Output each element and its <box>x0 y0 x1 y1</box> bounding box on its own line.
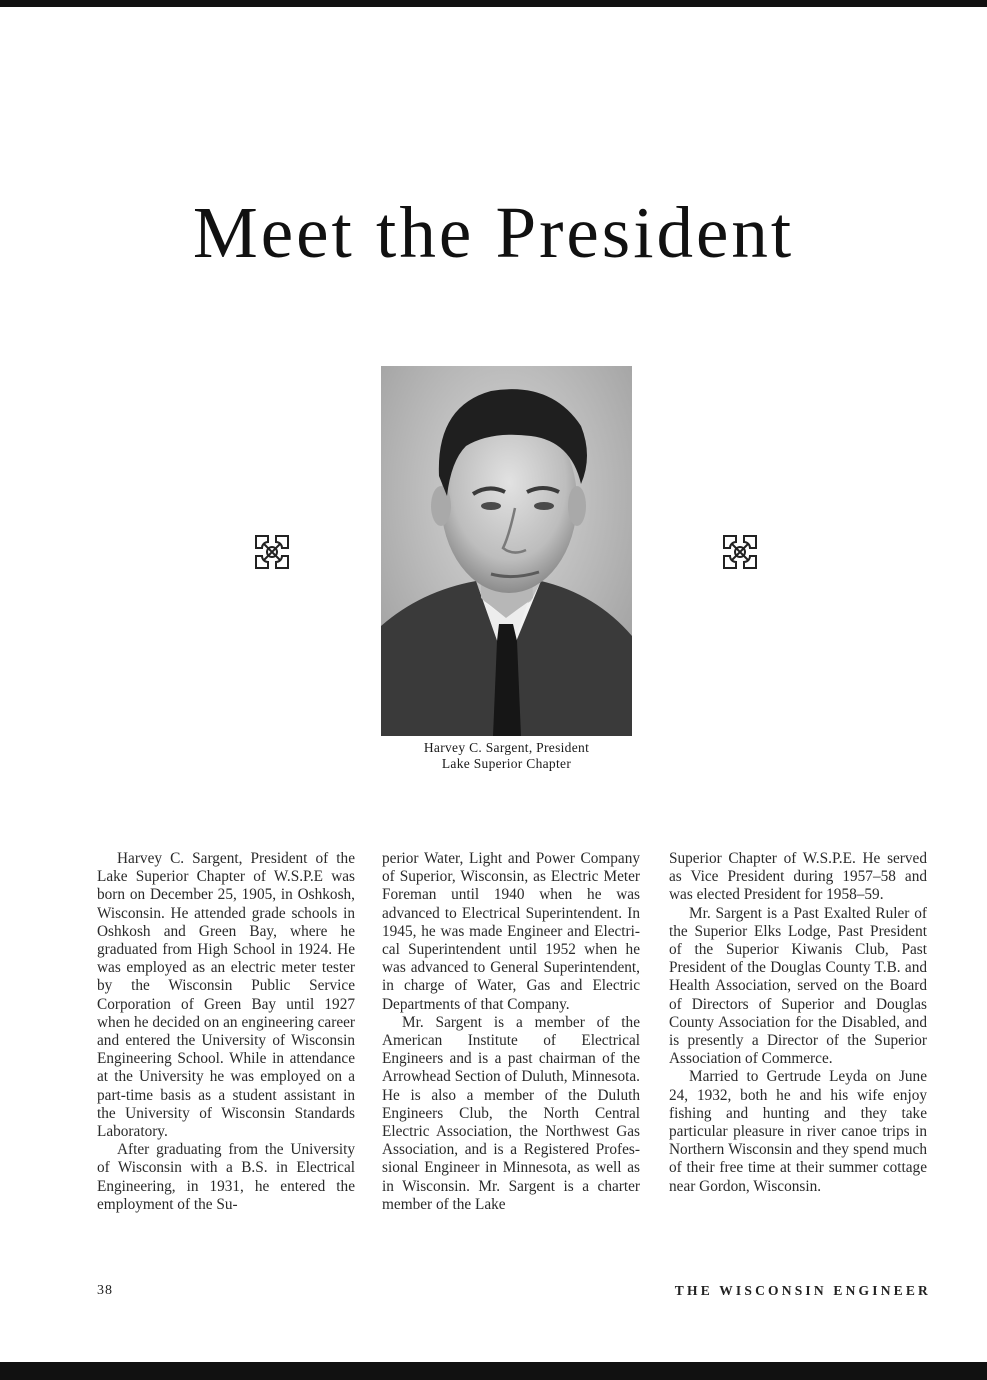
quatrefoil-ornament-icon <box>252 532 292 572</box>
page-number: 38 <box>97 1283 113 1298</box>
page-title: Meet the President <box>192 192 795 273</box>
article-paragraph: After graduating from the University of Wisconsin with a B.S. in Electrical Engineering, in 1931, he entered the employment of the Su- <box>97 1141 355 1213</box>
portrait-photo <box>381 366 632 736</box>
article-paragraph: Harvey C. Sargent, President of the Lake Superior Chapter of W.S.P.E was born on December 25, 1905, in Oshkosh, Wisconsin. He attended grade schools in Oshkosh and Green Bay, where he graduated from High School in 1924. He was employed as an electric meter tester by the Wisconsin Public Service Corporation of Green Bay until 1927 when he decided on an engineering career and entered the University of Wisconsin Engineering School. While in attendance at the University he was employed on a part-time basis as a student assistant in the University of Wisconsin Standards Laboratory. <box>97 850 355 1141</box>
article-paragraph: Married to Gertrude Leyda on June 24, 1932, both he and his wife enjoy fishing and hunting and they take particular pleasure in river canoe trips in Northern Wisconsin and they spend much of their free time at their summer cottage near Gordon, Wisconsin. <box>669 1068 927 1195</box>
bottom-scan-edge <box>0 1362 987 1380</box>
photo-caption <box>381 740 632 772</box>
article-paragraph: Superior Chapter of W.S.P.E. He served as Vice President during 1957–58 and was elected President for 1958–59. <box>669 850 927 904</box>
quatrefoil-ornament-icon <box>720 532 760 572</box>
top-scan-edge <box>0 0 987 7</box>
article-paragraph: Mr. Sargent is a member of the American Institute of Electrical Engineers and is a past chairman of the Arrowhead Section of Duluth, Minnesota. He is also a member of the Duluth Engineers Club, the North Central Electric Association, the Northwest Gas Association, and is a Registered Professional Engineer in Minnesota, as well as in Wisconsin. Mr. Sargent is a charter member of the Lake <box>382 1013 640 1213</box>
article-paragraph: perior Water, Light and Power Company of Superior, Wisconsin, as Electric Meter Foreman until 1940 when he was advanced to Electrical Superintendent. In 1945, he was made Engineer and Electrical Superintendent until 1952 when he was advanced to General Superintendent, in charge of Water, Gas and Electric Departments of that Company. <box>382 850 640 1013</box>
article-paragraph: Mr. Sargent is a Past Exalted Ruler of the Superior Elks Lodge, Past President of the Superior Kiwanis Club, Past President of the Douglas County T.B. and Health Association, served on the Board of Directors of Superior and Douglas County Association for the Disabled, and is presently a Director of the Superior Association of Commerce. <box>669 904 927 1068</box>
article-column-3 <box>669 850 927 1196</box>
article-column-2 <box>382 850 640 1214</box>
article-column-1 <box>97 850 355 1214</box>
caption-chapter: Lake Superior Chapter <box>441 756 572 771</box>
publication-name: THE WISCONSIN ENGINEER <box>674 1283 931 1298</box>
caption-name: Harvey C. Sargent, President <box>423 740 590 755</box>
